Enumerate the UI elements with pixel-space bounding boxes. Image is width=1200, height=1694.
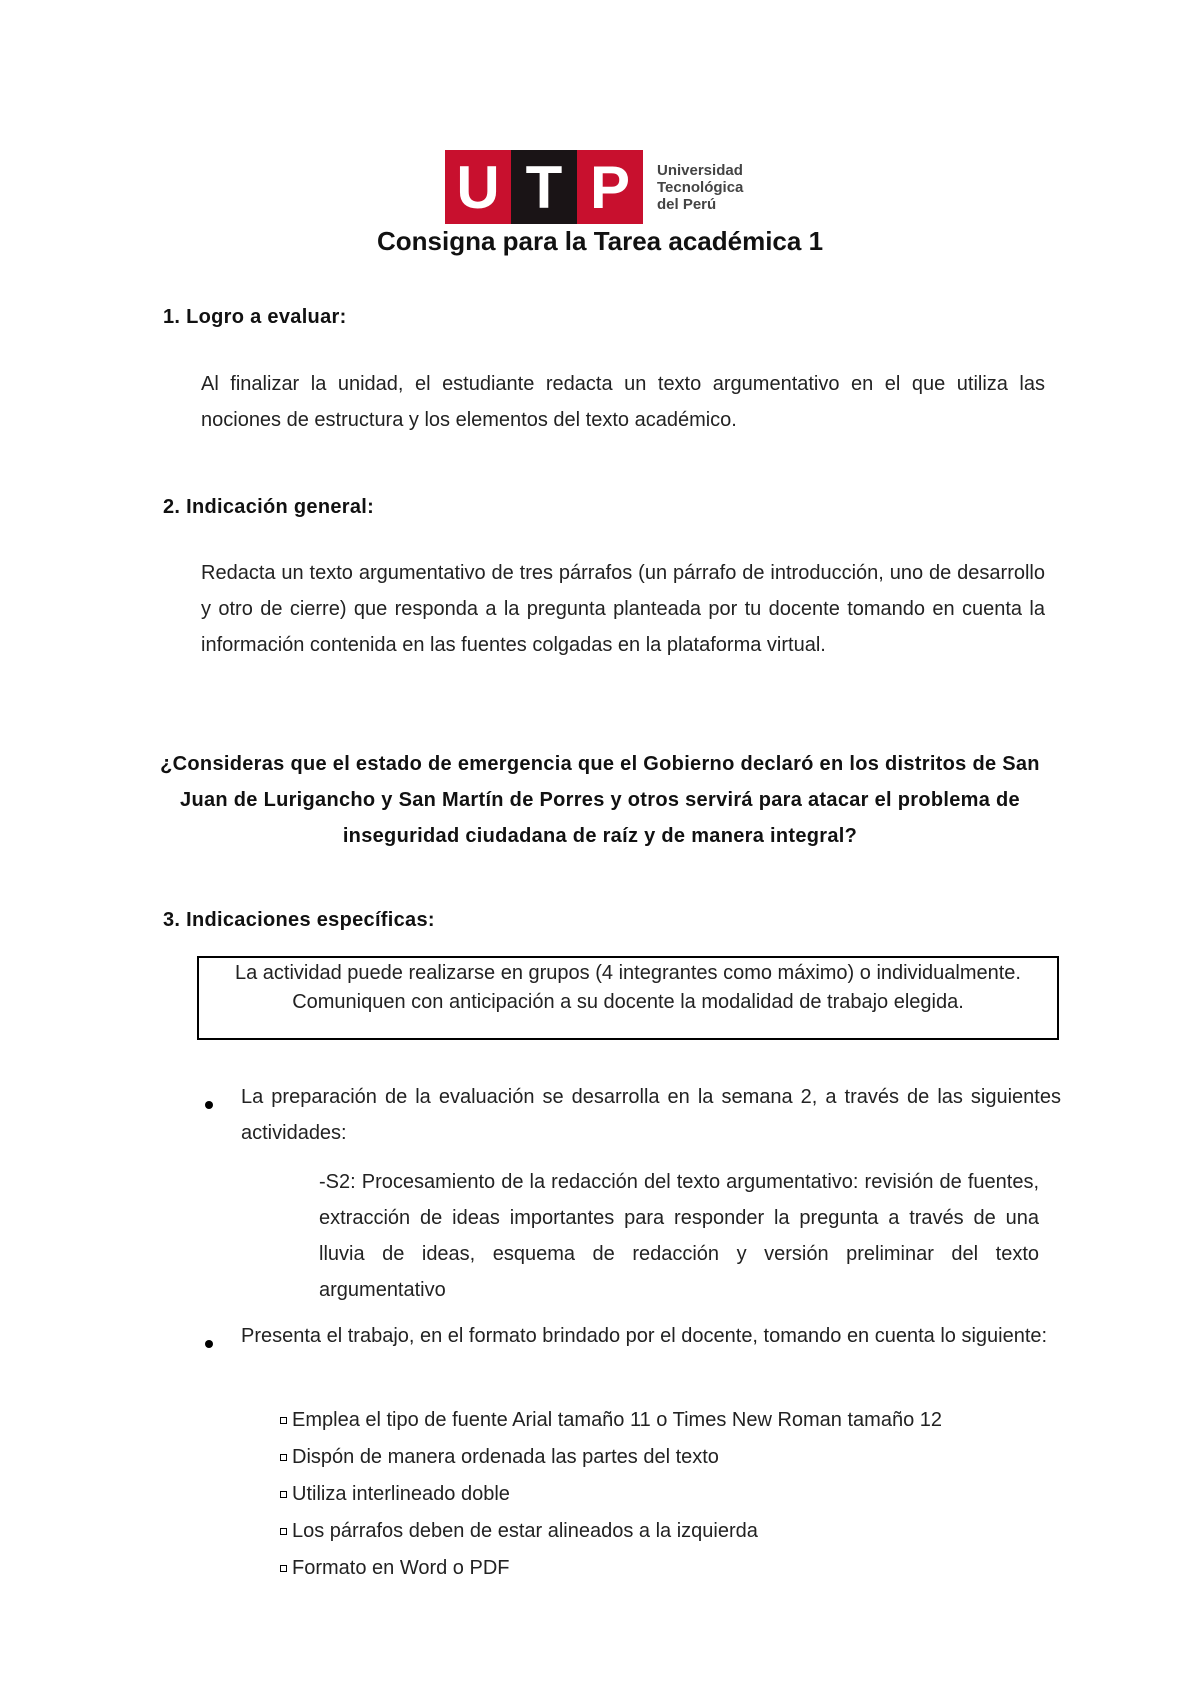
logo-letter-p: P (577, 150, 643, 224)
format-requirements-list (280, 1402, 942, 1587)
logo-university-name (657, 162, 743, 213)
logo-letter-t: T (511, 150, 577, 224)
s2-activity-description: -S2: Procesamiento de la redacción del texto argumentativo: revisión de fuentes, extracción de ideas importantes para responder la pregunta a través de una lluvia de ideas, esquema de redacción y versión preliminar del texto argumentativo (319, 1171, 1039, 1301)
square-bullet-icon (280, 1528, 287, 1535)
logo-text-line: Tecnológica (657, 178, 744, 196)
logo-text-line: del Perú (657, 195, 717, 213)
section-1-heading: 1. Logro a evaluar: (163, 306, 347, 328)
list-item (280, 1476, 942, 1513)
square-bullet-icon (280, 1454, 287, 1461)
list-item-text: Emplea el tipo de fuente Arial tamaño 11 o Times New Roman tamaño 12 (292, 1409, 942, 1431)
list-item (280, 1513, 942, 1550)
square-bullet-icon (280, 1417, 287, 1424)
list-item-text: Los párrafos deben de estar alineados a la izquierda (292, 1520, 758, 1542)
section-2-text: Redacta un texto argumentativo de tres párrafos (un párrafo de introducción, uno de desarrollo y otro de cierre) que responda a la pregunta planteada por tu docente tomando en cuenta la información contenida en las fuentes colgadas en la plataforma virtual. (201, 562, 1045, 656)
bullet-icon (205, 1340, 213, 1348)
square-bullet-icon (280, 1491, 287, 1498)
list-item (280, 1550, 942, 1587)
bullet-preparation: La preparación de la evaluación se desarrolla en la semana 2, a través de las siguientes actividades: (241, 1086, 1061, 1144)
square-bullet-icon (280, 1565, 287, 1572)
guiding-question: ¿Consideras que el estado de emergencia que el Gobierno declaró en los distritos de San Juan de Lurigancho y San Martín de Porres y otros servirá para atacar el problema de inseguridad ciudadana de raíz y de manera integral? (160, 753, 1040, 847)
group-work-notice-box: La actividad puede realizarse en grupos (4 integrantes como máximo) o individualmente. Comuniquen con anticipación a su docente la modalidad de trabajo elegida. (197, 956, 1059, 1040)
logo-letters (445, 150, 643, 224)
section-2-heading: 2. Indicación general: (163, 496, 375, 518)
list-item (280, 1439, 942, 1476)
bullet-presentation: Presenta el trabajo, en el formato brindado por el docente, tomando en cuenta lo siguiente: (241, 1325, 1048, 1347)
logo-text-line: Universidad (657, 161, 743, 179)
list-item (280, 1402, 942, 1439)
list-item-text: Dispón de manera ordenada las partes del texto (292, 1446, 719, 1468)
utp-logo (445, 150, 743, 224)
section-3-heading: 3. Indicaciones específicas: (163, 909, 435, 931)
list-item-text: Formato en Word o PDF (292, 1557, 510, 1579)
list-item-text: Utiliza interlineado doble (292, 1483, 510, 1505)
document-title: Consigna para la Tarea académica 1 (376, 226, 824, 256)
section-1-text: Al finalizar la unidad, el estudiante redacta un texto argumentativo en el que utiliza las nociones de estructura y los elementos del texto académico. (201, 373, 1045, 431)
logo-letter-u: U (445, 150, 511, 224)
bullet-icon (205, 1101, 213, 1109)
